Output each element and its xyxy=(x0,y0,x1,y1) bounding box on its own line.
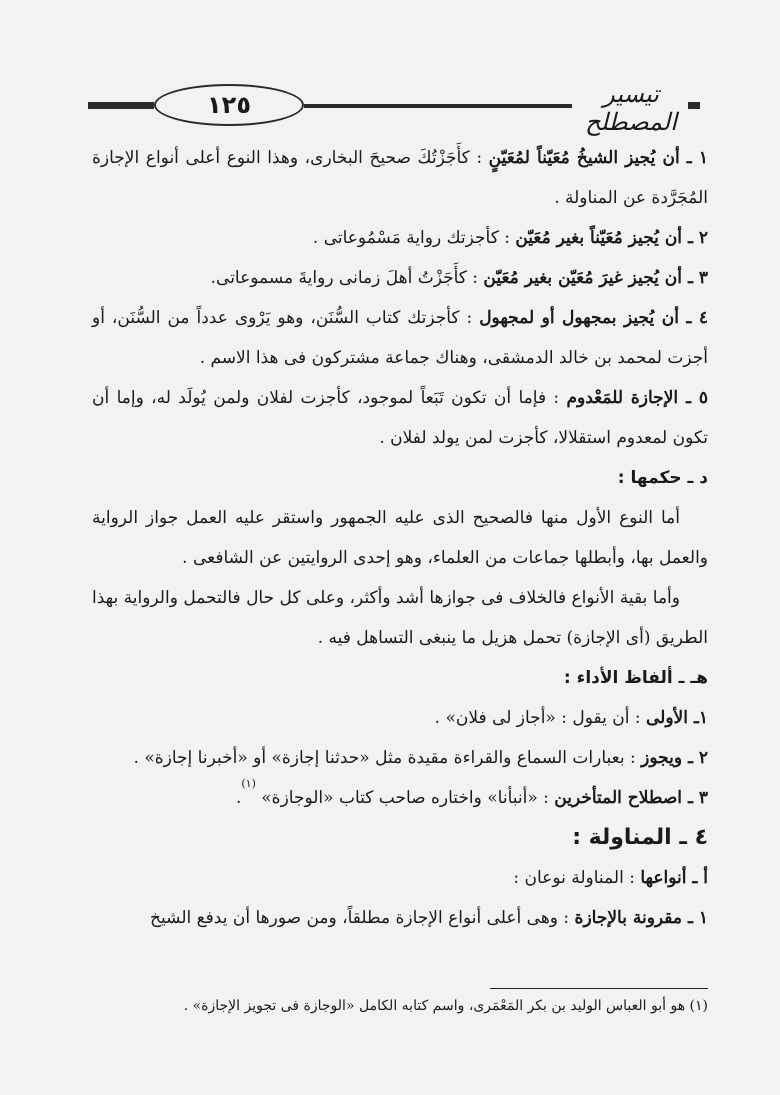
item-number: ١ ـ xyxy=(679,148,708,168)
item-term: أن يُجيز بمجهول أو لمجهول xyxy=(479,308,679,328)
paragraph-ruling-first: أما النوع الأول منها فالصحيح الذى عليه الجمهور واستقر عليه العمل جواز الرواية والعمل بها، وأبطلها جماعات من العلماء، وهو إحدى الروايتين عن الشافعى . xyxy=(92,508,708,568)
item-text: : فإما أن تكون تَبَعاً لموجود، كأجزت لفلان ولمن يُولَد له، وإما أن تكون لمعدوم استقلالا، كأجزت لمن يولد لفلان . xyxy=(92,388,708,448)
item-number: ٥ ـ xyxy=(678,388,708,408)
item-text: : وهى أعلى أنواع الإجازة مطلقاً، ومن صورها أن يدفع الشيخ xyxy=(150,908,575,928)
paragraph-wording-2 xyxy=(92,738,708,778)
item-term: أن يُجيز غيرَ مُعَيّن بغير مُعَيّن xyxy=(483,268,683,288)
header-rule-middle xyxy=(304,104,572,108)
item-number: ٢ ـ xyxy=(682,748,708,768)
item-term: الأولى xyxy=(645,708,688,728)
item-number: أ ـ xyxy=(686,868,708,888)
section-heading-munawala: ٤ ـ المناولة : xyxy=(572,825,708,850)
footnote-marker: (١) xyxy=(241,777,256,790)
item-text: : كأجزتك كتاب السُّنَن، وهو يَرْوى عدداً من السُّنَن، أو أجزت لمحمد بن خالد الدمشقى، وهناك جماعة مشتركون فى هذا الاسم . xyxy=(92,308,708,368)
paragraph-ijaza-type-1 xyxy=(92,138,708,218)
paragraph-ijaza-type-4 xyxy=(92,298,708,378)
paragraph-wording-3 xyxy=(92,778,708,818)
page-body xyxy=(92,138,708,938)
section-heading-ruling: د ـ حكمها : xyxy=(617,468,708,488)
item-text: : بعبارات السماع والقراءة مقيدة مثل «حدثنا إجازة» أو «أخبرنا إجازة» . xyxy=(133,748,642,768)
item-text: : المناولة نوعان : xyxy=(513,868,641,888)
footnote-rule xyxy=(490,988,708,989)
header-rule-left xyxy=(88,102,154,109)
header-rule-right xyxy=(688,102,700,109)
item-number: ٢ ـ xyxy=(682,228,708,248)
item-number: ٤ ـ xyxy=(678,308,709,328)
item-text: : كأَجَزْتُكَ صحيحَ البخارى، وهذا النوع أعلى أنواع الإجازة المُجَرَّدة عن المناولة . xyxy=(92,148,708,208)
paragraph-wording-1 xyxy=(92,698,708,738)
paragraph-ijaza-type-2 xyxy=(92,218,708,258)
item-number: ١ ـ xyxy=(682,908,708,928)
page-header xyxy=(88,78,700,136)
footnote: (١) هو أبو العباس الوليد بن بكر المَعْمَرى، واسم كتابه الكامل «الوجازة فى تجويز الإجازة» . xyxy=(183,998,708,1014)
item-term: الإجازة للمَعْدوم xyxy=(566,388,679,408)
item-term: اصطلاح المتأخرين xyxy=(554,788,683,808)
item-end: . xyxy=(235,788,242,808)
page-number: ١٢٥ xyxy=(154,84,304,126)
item-term: أن يُجيز مُعَيّناً بغير مُعَيّن xyxy=(515,228,683,248)
item-number: ٣ ـ xyxy=(682,788,708,808)
item-term: أنواعها xyxy=(640,868,687,888)
section-heading-wording: هـ ـ ألفاظ الأداء : xyxy=(563,668,708,688)
item-text: : أن يقول : «أجاز لى فلان» . xyxy=(434,708,646,728)
item-term: أن يُجيز الشيخُ مُعَيّناً لمُعَيّنٍ xyxy=(488,148,680,168)
paragraph-ruling-rest: وأما بقية الأنواع فالخلاف فى جوازها أشد وأكثر، وعلى كل حال فالتحمل والرواية بهذا الطريق (أى الإجازة) تحمل هزيل ما ينبغى التساهل فيه . xyxy=(92,588,708,648)
item-number: ١ـ xyxy=(687,708,708,728)
item-text: : كأَجَزْتُ أهلَ زمانى روايةَ مسموعاتى. xyxy=(210,268,484,288)
paragraph-ijaza-type-5 xyxy=(92,378,708,458)
item-text: : كأجزتك رواية مَسْمُوعاتى . xyxy=(312,228,516,248)
item-term: مقرونة بالإجازة xyxy=(574,908,683,928)
paragraph-munawala-type-1 xyxy=(92,898,708,938)
paragraph-munawala-types xyxy=(92,858,708,898)
running-title: تيسير المصطلح xyxy=(585,80,677,136)
item-number: ٣ ـ xyxy=(682,268,708,288)
item-text: : «أنبأنا» واختاره صاحب كتاب «الوجازة» xyxy=(255,788,555,808)
item-term: ويجوز xyxy=(641,748,683,768)
paragraph-ijaza-type-3 xyxy=(92,258,708,298)
